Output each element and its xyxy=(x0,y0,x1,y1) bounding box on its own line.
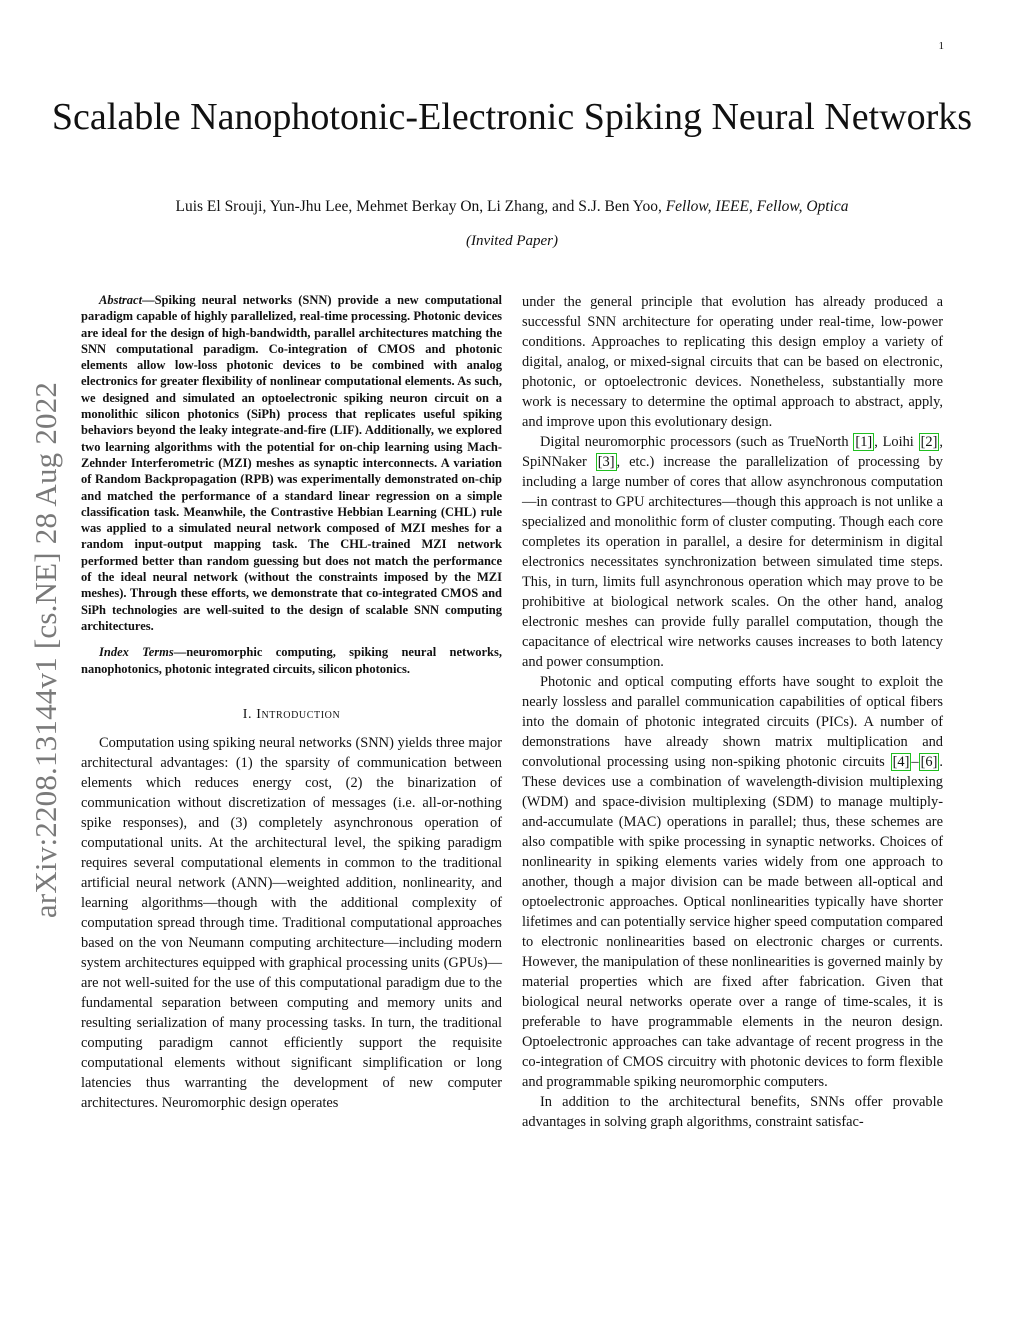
arxiv-identifier-stamp xyxy=(26,350,66,950)
right-paragraph-1: under the general principle that evolution has already produced a successful SNN architecture for operating under real-time, low-power conditions. Approaches to replicating this design employ a variety of digital, analog, or mixed-signal circuits that can be based on electronic, photonic, or optoelectronic devices. Nonetheless, substantially more work is necessary to determine the optimal approach to abstract, apply, and improve upon this evolutionary design. xyxy=(522,294,943,430)
section-title: Introduction xyxy=(256,706,341,722)
right-paragraph-3 xyxy=(522,672,943,1092)
abstract-label: Abstract xyxy=(99,293,143,307)
left-column xyxy=(81,292,502,1113)
invited-paper-note: (Invited Paper) xyxy=(465,233,559,249)
text-run: , etc.) increase the parallelization of processing by including a large number of cores that allow asynchronous computation—in contrast to GPU architectures—though this approach is not unlike a specialized and monolithic form of cluster computing. Though each core completes its operation in parallel, a desire for determinism in digital electronics necessitates synchronization between simulated time steps. This, in turn, limits full asynchronous operation which may prove to be prohibitive at biological network scales. On the other hand, analog electronic meshes can provide fully parallel computation, though the capacitance of electrical wire networks causes increases to both latency and power consumption. xyxy=(522,454,943,670)
arxiv-identifier-text: arXiv:2208.13144v1 [cs.NE] 28 Aug 2022 xyxy=(28,381,64,919)
author-names: Luis El Srouji, Yun-Jhu Lee, Mehmet Berkay On, Li Zhang, and S.J. Ben Yoo, xyxy=(175,198,662,215)
citation-link[interactable]: [6] xyxy=(920,754,938,770)
right-column xyxy=(522,292,943,1132)
citation-link[interactable]: [4] xyxy=(892,754,910,770)
right-paragraph-4: In addition to the architectural benefits, SNNs offer provable advantages in solving graph algorithms, constraint satisfac- xyxy=(522,1094,943,1130)
citation-link[interactable]: [1] xyxy=(855,434,873,450)
text-run: , Loihi xyxy=(874,434,919,450)
author-list xyxy=(0,198,1024,216)
right-paragraph-2 xyxy=(522,432,943,672)
author-fellowships: Fellow, IEEE, Fellow, Optica xyxy=(665,198,849,215)
citation-link[interactable]: [2] xyxy=(920,434,938,450)
paper-title: Scalable Nanophotonic-Electronic Spiking Neural Networks xyxy=(51,96,973,138)
index-terms-label: Index Terms xyxy=(99,645,174,660)
text-run: – xyxy=(911,754,919,770)
text-run: Photonic and optical computing efforts have sought to exploit the nearly lossless and parallel communication capabilities of optical fibers into the domain of photonic integrated circuits (PICs). A number of demonstrations have already shown matrix multiplication and convolutional processing using non-spiking photonic circuits xyxy=(522,674,943,770)
text-run: . These devices use a combination of wavelength-division multiplexing (WDM) and space-division multiplexing (SDM) to manage multiply-and-accumulate (MAC) operations in parallel; thus, these schemes are also compatible with spike processing in synaptic networks. Choices of nonlinearity in spiking elements varies widely from one approach to another, though a major division can be made between all-optical and optoelectronic approaches. Optical nonlinearities typically have shorter lifetimes and can potentially service higher speed computation compared to electronic nonlinearities based on electronic charges or currents. However, the manipulation of these nonlinearities is governed mainly by material properties which are fixed after fabrication. Given that biological neural networks operate over a range of time-scales, it is preferable to have programmable elements in the neuron design. Optoelectronic approaches can take advantage of recent progress in the co-integration of CMOS circuitry with photonic devices to form flexible and programmable spiking neuromorphic computers. xyxy=(522,754,943,1090)
citation-link[interactable]: [3] xyxy=(597,454,615,470)
index-terms-text: —neuromorphic computing, spiking neural networks, nanophotonics, photonic integrated circuits, silicon photonics. xyxy=(81,645,502,676)
section-heading-introduction xyxy=(81,707,502,723)
abstract xyxy=(81,292,502,634)
page-number: 1 xyxy=(938,40,944,52)
abstract-text: —Spiking neural networks (SNN) provide a new computational paradigm capable of highly parallelized, real-time processing. Photonic devices are ideal for the design of high-bandwidth, parallel architectures matching the SNN computational paradigm. Co-integration of CMOS and photonic elements allow low-loss photonic devices to be combined with analog electronics for greater flexibility of nonlinear computational elements. As such, we designed and simulated an optoelectronic spiking neuron circuit on a monolithic silicon photonics (SiPh) process that replicates useful spiking behaviors beyond the leaky integrate-and-fire (LIF). Additionally, we explored two learning algorithms with the potential for on-chip learning using Mach-Zehnder Interferometric (MZI) meshes as synaptic interconnects. A variation of Random Backpropagation (RPB) was experimentally demonstrated on-chip and matched the performance of a standard linear regression on a simple classification task. Meanwhile, the Contrastive Hebbian Learning (CHL) rule was applied to a simulated neural network composed of MZI meshes for a random input-output mapping task. The CHL-trained MZI network performed better than random guessing but does not match the performance of the ideal neural network (without the constraints imposed by the MZI meshes). Through these efforts, we demonstrate that co-integrated CMOS and SiPh technologies are well-suited to the design of scalable SNN computing architectures. xyxy=(81,293,502,633)
section-number: I. xyxy=(242,706,253,722)
index-terms xyxy=(81,644,502,677)
intro-paragraph-1: Computation using spiking neural networks (SNN) yields three major architectural advantages: (1) the sparsity of communication between elements which reduces energy cost, (2) the binarization of communication without discretization of messages (i.e. all-or-nothing spike responses), and (3) completely asynchronous operation of computational units. At the architectural level, the spiking paradigm requires several computational elements in common to the traditional artificial neural network (ANN)—weighted addition, nonlinearity, and learning algorithms—though with the additional complexity of computation spread through time. Traditional computational approaches based on the von Neumann computing architecture—including modern system architectures equipped with graphical processing units (GPUs)—are not well-suited for the use of this computational paradigm due to the fundamental separation between computing and memory units and resulting serialization of many processing tasks. In turn, the traditional computing paradigm cannot efficiently support the requisite computational elements without significant simplification or long latencies thus warranting the development of new computer architectures. Neuromorphic design operates xyxy=(81,734,502,1111)
text-run: , SpiNNaker xyxy=(522,434,943,470)
text-run: Digital neuromorphic processors (such as TrueNorth xyxy=(540,434,854,450)
